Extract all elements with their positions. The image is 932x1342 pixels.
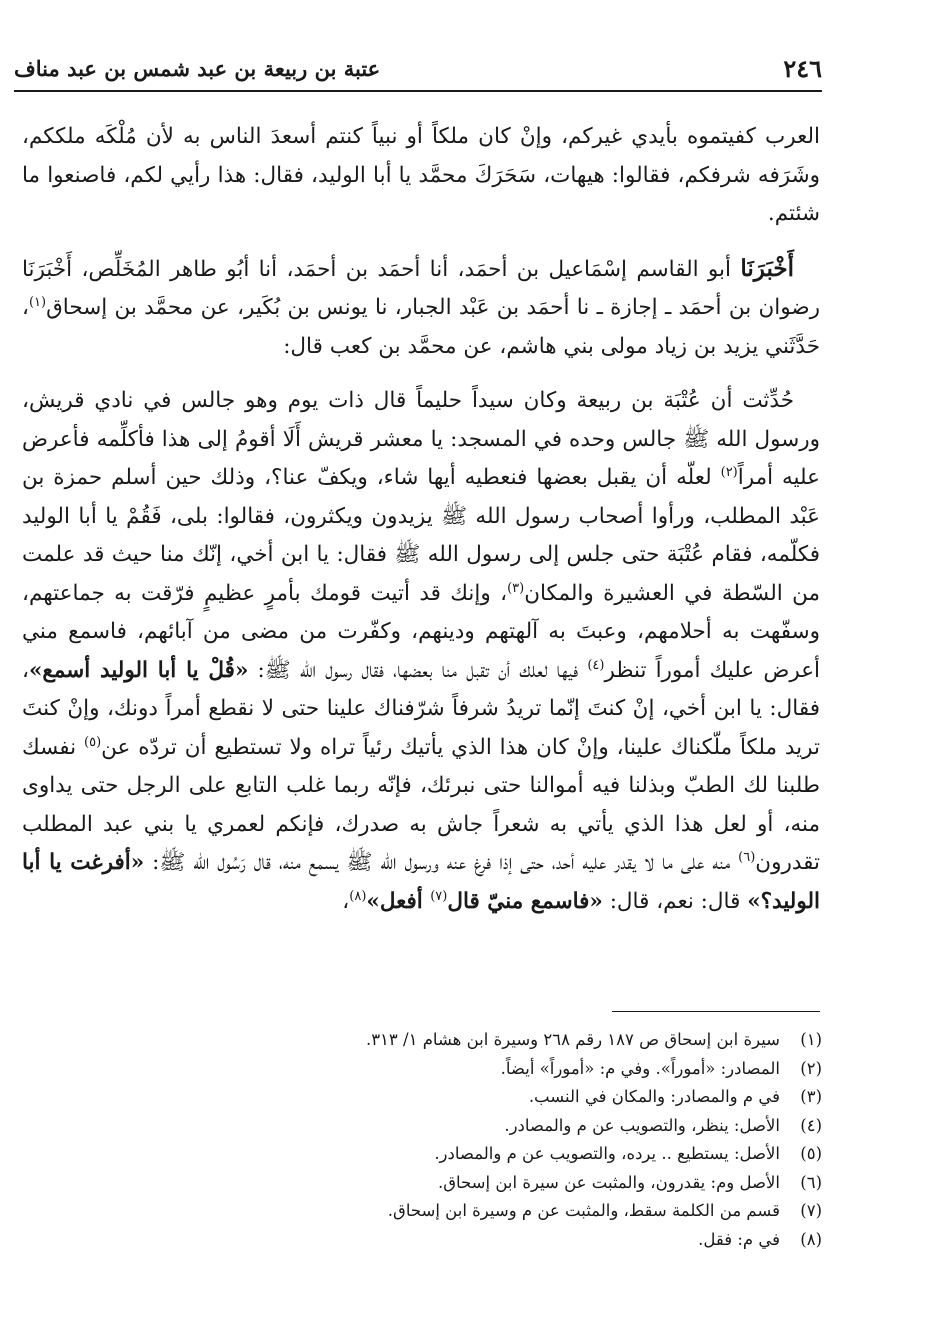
footnote-item xyxy=(40,1226,822,1255)
footnote-number: (٢) xyxy=(800,1058,822,1078)
footnote-item xyxy=(40,1055,822,1084)
prophet-quote-1: «قُلْ يا أبا الوليد أسمع» xyxy=(28,657,249,683)
narrative-text: حُدِّثت أن عُتْبَة بن ربيعة وكان سيداً حليماً قال ذات يوم وهو جالس في نادي قريش، ورسول الله ﷺ جالس وحده في المسجد: يا معشر قريش أَلَا أقومُ إلى هذا فأكلِّمه فأعرض عليه أمراً xyxy=(22,388,820,490)
prophet-quote-3a: «فاسمع منيّ قال xyxy=(447,888,603,914)
prophet-quote-3b: أفعل» xyxy=(366,888,431,914)
paragraph-3 xyxy=(22,382,820,921)
page-header xyxy=(14,52,822,92)
footnote-number: (٤) xyxy=(800,1115,822,1135)
transmission-lead: أَخْبَرَنَا xyxy=(740,254,794,282)
footnote-number: (٧) xyxy=(800,1201,822,1220)
footnote-ref-2[interactable]: (٢) xyxy=(720,464,738,480)
footnote-item xyxy=(40,1026,822,1055)
footnote-number: (٣) xyxy=(800,1087,822,1106)
narrative-text: ، فقال: يا ابن أخي، إنْ كنتَ إنّما تريدُ شرفاً شرّفناك علينا حتى لا نقطع أمراً دونك، وإنْ كنتَ تريد ملكاً ملّكناك علينا، وإنْ كان هذا الذي يأتيك رئياً تراه ولا تستطيع أن تردّه عن xyxy=(22,657,820,760)
footnote-text: في م والمصادر: والمكان في النسب. xyxy=(528,1087,780,1106)
isnad-text: أبو القاسم إسْمَاعيل بن أحمَد، أنا أحمَد بن أحمَد، أنا أبُو طاهر المُخَلِّص، أَخْبَرَنَا رضوان بن أحمَد ـ إجازة ـ نا أحمَد بن عَبْد الجبار، نا يونس بن بُكَير، عن محمَّد بن إسحاق xyxy=(22,256,820,320)
footnote-text: في م: فقل. xyxy=(698,1229,780,1249)
narrative-text: نفسك طلبنا لك الطبّ وبذلنا فيه أموالنا حتى نبرئك، فإنّه ربما غلب التابع على الرجل حتى يداوى منه، أو لعل هذا الذي يأتي به شعراً جاش به صدرك، فإنكم لعمري يا بني عبد المطلب تقدرون xyxy=(22,734,820,875)
narrative-text: منه على ما لا يقدر عليه أحد، حتى إذا فرغ عنه ورسول الله ﷺ يسمع منه، قال رَسُول الله ﷺ: xyxy=(144,850,739,875)
footnote-ref-1[interactable]: (١) xyxy=(28,294,47,310)
footnote-ref-6[interactable]: (٦) xyxy=(738,849,756,865)
footnote-text: الأصل: ينظر، والتصويب عن م والمصادر. xyxy=(504,1115,780,1135)
paragraph-2 xyxy=(22,250,820,367)
running-title: عتبة بن ربيعة بن عبد شمس بن عبد مناف xyxy=(14,56,381,81)
footnote-ref-4[interactable]: (٤) xyxy=(587,657,605,673)
paragraph-1: العرب كفيتموه بأيدي غيركم، وإنْ كان ملكاً أو نبياً كنتم أسعدَ الناس به لأن مُلْكَه ملككم، وشَرَفه شرفكم، فقالوا: هيهات، سَحَرَكَ محمَّد يا أبا الوليد، فقال: هذا رأيي لكم، فاصنعوا ما شئتم. xyxy=(22,124,820,226)
footnote-number: (١) xyxy=(800,1030,822,1049)
narrative-text: فيها لعلك أن تقبل منا بعضها، فقال رسول الله ﷺ: xyxy=(248,657,588,683)
footnote-number: (٨) xyxy=(800,1229,822,1249)
footnote-text: الأصل: يستطيع .. يرده، والتصويب عن م والمصادر. xyxy=(434,1144,780,1163)
isnad-text-end: ، حَدَّثَني يزيد بن زياد مولى بني هاشم، عن محمَّد بن كعب قال: xyxy=(22,295,820,359)
footnote-ref-5[interactable]: (٥) xyxy=(84,734,102,750)
narrative-text: ، وإنك قد أتيت قومك بأمرٍ عظيمٍ فرّقت به جماعتهم، وسفّهت به أحلامهم، وعبتَ به آلهتهم ودينهم، وكفّرت من مضى من آبائهم، فاسمع مني أعرض عليك أموراً تنظر xyxy=(22,580,821,683)
footnotes xyxy=(40,1026,822,1254)
narrative-text: لعلّه أن يقبل بعضها فنعطيه أيها شاء، ويكفّ عنا؟، وذلك حين أسلم حمزة بن عَبْد المطلب، ورأوا أصحاب رسول الله ﷺ يزيدون ويكثرون، فقالوا: بلى، فَقُمْ يا أبا الوليد فكلّمه، فقام عُتْبَة حتى جلس إلى رسول الله ﷺ فقال: يا ابن أخي، إنّك منا حيث قد علمت من السّطة في العشيرة والمكان xyxy=(22,465,820,606)
footnote-number: (٥) xyxy=(800,1144,822,1163)
footnote-ref-8[interactable]: (٨) xyxy=(349,888,367,904)
footnote-number: (٦) xyxy=(800,1172,822,1192)
footnote-text: الأصل وم: يقدرون، والمثبت عن سيرة ابن إسحاق. xyxy=(437,1172,780,1192)
footnote-text: قسم من الكلمة سقط، والمثبت عن م وسيرة ابن إسحاق. xyxy=(387,1201,780,1220)
footnote-item xyxy=(40,1112,822,1141)
paragraph-end-punct: ، xyxy=(342,888,350,914)
footnote-text: سيرة ابن إسحاق ص ١٨٧ رقم ٢٦٨ وسيرة ابن هشام ١/ ٣١٣. xyxy=(365,1030,780,1049)
footnote-item xyxy=(40,1083,822,1112)
footnote-text: المصادر: «أموراً». وفي م: «أموراً» أيضاً. xyxy=(500,1058,780,1078)
page-number: ٢٤٦ xyxy=(783,54,822,83)
narrative-text: قال: نعم، قال: xyxy=(602,888,748,914)
prophet-quote-2: «أفرغت يا أبا الوليد؟» xyxy=(22,850,820,914)
main-text xyxy=(22,118,820,921)
footnote-separator xyxy=(612,1011,820,1012)
footnote-item xyxy=(40,1169,822,1198)
footnote-item xyxy=(40,1197,822,1226)
footnote-ref-3[interactable]: (٣) xyxy=(507,580,525,596)
footnote-ref-7[interactable]: (٧) xyxy=(430,888,448,904)
footnote-item xyxy=(40,1140,822,1169)
